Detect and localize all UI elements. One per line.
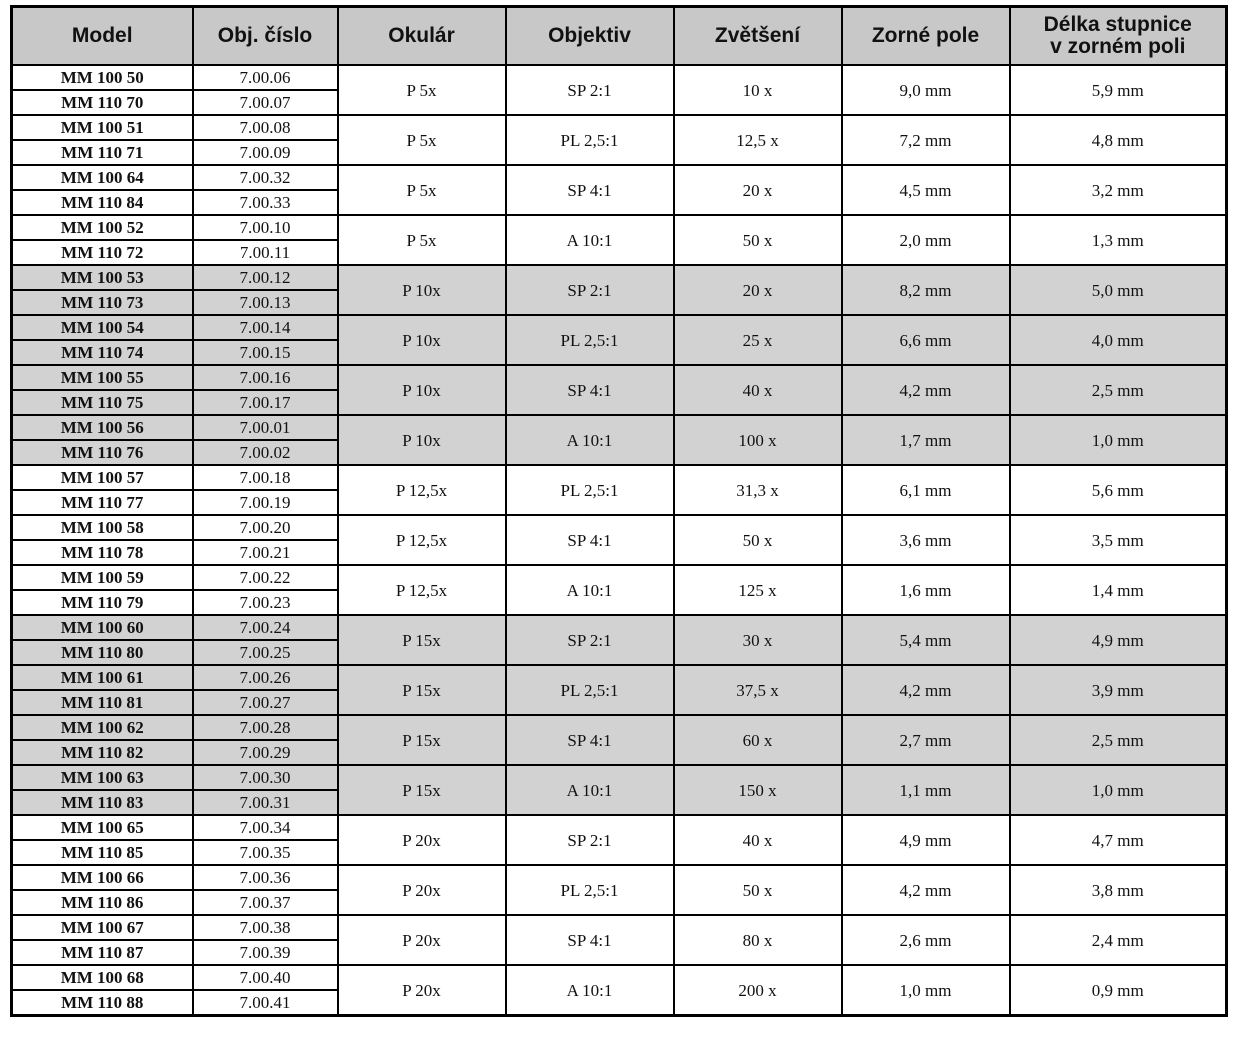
delka-stupnice-cell: 2,5 mm [1010,365,1227,415]
obj-cislo-cell: 7.00.31 [193,790,338,815]
okular-cell: P 15x [338,765,506,815]
obj-cislo-cell: 7.00.08 [193,115,338,140]
zvetseni-cell: 80 x [674,915,842,965]
model-cell: MM 100 60 [12,615,193,640]
model-cell: MM 100 57 [12,465,193,490]
okular-cell: P 10x [338,315,506,365]
table-row [12,515,1227,540]
header-zvetseni: Zvětšení [674,7,842,66]
okular-cell: P 20x [338,915,506,965]
zvetseni-cell: 50 x [674,865,842,915]
model-cell: MM 100 52 [12,215,193,240]
objektiv-cell: SP 4:1 [506,365,674,415]
zvetseni-cell: 50 x [674,215,842,265]
okular-cell: P 10x [338,365,506,415]
obj-cislo-cell: 7.00.35 [193,840,338,865]
table-body [12,65,1227,1016]
obj-cislo-cell: 7.00.34 [193,815,338,840]
delka-stupnice-cell: 3,9 mm [1010,665,1227,715]
obj-cislo-cell: 7.00.13 [193,290,338,315]
header-obj-cislo: Obj. číslo [193,7,338,66]
okular-cell: P 5x [338,165,506,215]
obj-cislo-cell: 7.00.14 [193,315,338,340]
model-cell: MM 100 65 [12,815,193,840]
zvetseni-cell: 20 x [674,165,842,215]
okular-cell: P 12,5x [338,465,506,515]
obj-cislo-cell: 7.00.36 [193,865,338,890]
zorne-pole-cell: 4,2 mm [842,865,1010,915]
table-row [12,615,1227,640]
objektiv-cell: SP 2:1 [506,615,674,665]
model-cell: MM 100 56 [12,415,193,440]
okular-cell: P 20x [338,965,506,1016]
okular-cell: P 12,5x [338,565,506,615]
zorne-pole-cell: 1,0 mm [842,965,1010,1016]
header-row [12,7,1227,66]
model-cell: MM 110 79 [12,590,193,615]
zorne-pole-cell: 2,6 mm [842,915,1010,965]
objektiv-cell: A 10:1 [506,765,674,815]
obj-cislo-cell: 7.00.21 [193,540,338,565]
model-cell: MM 110 70 [12,90,193,115]
objektiv-cell: SP 4:1 [506,715,674,765]
zvetseni-cell: 40 x [674,365,842,415]
delka-stupnice-cell: 4,0 mm [1010,315,1227,365]
obj-cislo-cell: 7.00.32 [193,165,338,190]
header-model: Model [12,7,193,66]
okular-cell: P 15x [338,715,506,765]
obj-cislo-cell: 7.00.18 [193,465,338,490]
zvetseni-cell: 150 x [674,765,842,815]
delka-stupnice-cell: 3,5 mm [1010,515,1227,565]
model-cell: MM 110 77 [12,490,193,515]
objektiv-cell: PL 2,5:1 [506,115,674,165]
zorne-pole-cell: 5,4 mm [842,615,1010,665]
zvetseni-cell: 60 x [674,715,842,765]
model-cell: MM 100 55 [12,365,193,390]
table-row [12,765,1227,790]
obj-cislo-cell: 7.00.37 [193,890,338,915]
obj-cislo-cell: 7.00.06 [193,65,338,90]
zvetseni-cell: 20 x [674,265,842,315]
objektiv-cell: SP 4:1 [506,515,674,565]
okular-cell: P 5x [338,115,506,165]
zorne-pole-cell: 1,7 mm [842,415,1010,465]
objektiv-cell: PL 2,5:1 [506,315,674,365]
delka-stupnice-cell: 2,4 mm [1010,915,1227,965]
model-cell: MM 100 68 [12,965,193,990]
table-row [12,215,1227,240]
model-cell: MM 100 54 [12,315,193,340]
obj-cislo-cell: 7.00.24 [193,615,338,640]
obj-cislo-cell: 7.00.30 [193,765,338,790]
model-cell: MM 100 61 [12,665,193,690]
obj-cislo-cell: 7.00.02 [193,440,338,465]
model-cell: MM 100 53 [12,265,193,290]
table-row [12,815,1227,840]
zorne-pole-cell: 2,0 mm [842,215,1010,265]
header-delka-stupnice [1010,7,1227,66]
model-cell: MM 100 51 [12,115,193,140]
model-cell: MM 110 72 [12,240,193,265]
objektiv-cell: SP 2:1 [506,815,674,865]
model-cell: MM 100 66 [12,865,193,890]
delka-stupnice-cell: 3,2 mm [1010,165,1227,215]
obj-cislo-cell: 7.00.28 [193,715,338,740]
model-cell: MM 110 81 [12,690,193,715]
zvetseni-cell: 100 x [674,415,842,465]
objektiv-cell: A 10:1 [506,215,674,265]
obj-cislo-cell: 7.00.26 [193,665,338,690]
zvetseni-cell: 10 x [674,65,842,115]
model-cell: MM 100 63 [12,765,193,790]
header-delka-line1: Délka stupnice [1043,13,1192,36]
okular-cell: P 5x [338,215,506,265]
table-row [12,715,1227,740]
delka-stupnice-cell: 5,6 mm [1010,465,1227,515]
objektiv-cell: SP 2:1 [506,265,674,315]
model-cell: MM 110 78 [12,540,193,565]
objektiv-cell: PL 2,5:1 [506,865,674,915]
model-cell: MM 100 58 [12,515,193,540]
delka-stupnice-cell: 4,8 mm [1010,115,1227,165]
zorne-pole-cell: 4,2 mm [842,365,1010,415]
zorne-pole-cell: 2,7 mm [842,715,1010,765]
obj-cislo-cell: 7.00.17 [193,390,338,415]
table-row [12,565,1227,590]
obj-cislo-cell: 7.00.19 [193,490,338,515]
model-cell: MM 110 76 [12,440,193,465]
table-row [12,865,1227,890]
table-row [12,165,1227,190]
table-row [12,965,1227,990]
obj-cislo-cell: 7.00.25 [193,640,338,665]
zorne-pole-cell: 1,1 mm [842,765,1010,815]
zorne-pole-cell: 1,6 mm [842,565,1010,615]
zvetseni-cell: 31,3 x [674,465,842,515]
obj-cislo-cell: 7.00.33 [193,190,338,215]
zorne-pole-cell: 4,2 mm [842,665,1010,715]
table-row [12,665,1227,690]
zvetseni-cell: 30 x [674,615,842,665]
okular-cell: P 15x [338,615,506,665]
okular-cell: P 12,5x [338,515,506,565]
okular-cell: P 20x [338,865,506,915]
delka-stupnice-cell: 5,9 mm [1010,65,1227,115]
delka-stupnice-cell: 4,9 mm [1010,615,1227,665]
okular-cell: P 10x [338,415,506,465]
zorne-pole-cell: 6,6 mm [842,315,1010,365]
microscope-spec-table [10,5,1228,1017]
okular-cell: P 5x [338,65,506,115]
obj-cislo-cell: 7.00.20 [193,515,338,540]
header-delka-line2: v zorném poli [1050,35,1186,58]
model-cell: MM 100 59 [12,565,193,590]
model-cell: MM 110 84 [12,190,193,215]
model-cell: MM 110 74 [12,340,193,365]
zorne-pole-cell: 8,2 mm [842,265,1010,315]
obj-cislo-cell: 7.00.38 [193,915,338,940]
obj-cislo-cell: 7.00.29 [193,740,338,765]
model-cell: MM 110 88 [12,990,193,1016]
model-cell: MM 100 64 [12,165,193,190]
model-cell: MM 110 75 [12,390,193,415]
delka-stupnice-cell: 0,9 mm [1010,965,1227,1016]
model-cell: MM 110 85 [12,840,193,865]
model-cell: MM 110 83 [12,790,193,815]
table-row [12,65,1227,90]
delka-stupnice-cell: 3,8 mm [1010,865,1227,915]
model-cell: MM 110 73 [12,290,193,315]
obj-cislo-cell: 7.00.07 [193,90,338,115]
obj-cislo-cell: 7.00.41 [193,990,338,1016]
delka-stupnice-cell: 1,0 mm [1010,765,1227,815]
model-cell: MM 100 50 [12,65,193,90]
header-objektiv: Objektiv [506,7,674,66]
obj-cislo-cell: 7.00.39 [193,940,338,965]
zvetseni-cell: 200 x [674,965,842,1016]
obj-cislo-cell: 7.00.15 [193,340,338,365]
model-cell: MM 110 82 [12,740,193,765]
table-row [12,115,1227,140]
obj-cislo-cell: 7.00.40 [193,965,338,990]
objektiv-cell: SP 2:1 [506,65,674,115]
delka-stupnice-cell: 1,0 mm [1010,415,1227,465]
zvetseni-cell: 12,5 x [674,115,842,165]
obj-cislo-cell: 7.00.16 [193,365,338,390]
table-row [12,365,1227,390]
table-row [12,315,1227,340]
obj-cislo-cell: 7.00.01 [193,415,338,440]
obj-cislo-cell: 7.00.12 [193,265,338,290]
model-cell: MM 110 87 [12,940,193,965]
delka-stupnice-cell: 2,5 mm [1010,715,1227,765]
zvetseni-cell: 25 x [674,315,842,365]
delka-stupnice-cell: 5,0 mm [1010,265,1227,315]
obj-cislo-cell: 7.00.09 [193,140,338,165]
table-row [12,465,1227,490]
zorne-pole-cell: 4,5 mm [842,165,1010,215]
objektiv-cell: PL 2,5:1 [506,665,674,715]
model-cell: MM 110 80 [12,640,193,665]
objektiv-cell: SP 4:1 [506,165,674,215]
header-zorne-pole: Zorné pole [842,7,1010,66]
table-row [12,415,1227,440]
obj-cislo-cell: 7.00.10 [193,215,338,240]
okular-cell: P 10x [338,265,506,315]
delka-stupnice-cell: 1,3 mm [1010,215,1227,265]
objektiv-cell: SP 4:1 [506,915,674,965]
okular-cell: P 20x [338,815,506,865]
model-cell: MM 110 86 [12,890,193,915]
table-row [12,915,1227,940]
zorne-pole-cell: 3,6 mm [842,515,1010,565]
header-okular: Okulár [338,7,506,66]
zorne-pole-cell: 6,1 mm [842,465,1010,515]
obj-cislo-cell: 7.00.27 [193,690,338,715]
objektiv-cell: PL 2,5:1 [506,465,674,515]
zorne-pole-cell: 9,0 mm [842,65,1010,115]
delka-stupnice-cell: 4,7 mm [1010,815,1227,865]
delka-stupnice-cell: 1,4 mm [1010,565,1227,615]
zvetseni-cell: 125 x [674,565,842,615]
model-cell: MM 100 67 [12,915,193,940]
objektiv-cell: A 10:1 [506,565,674,615]
okular-cell: P 15x [338,665,506,715]
zvetseni-cell: 50 x [674,515,842,565]
zorne-pole-cell: 7,2 mm [842,115,1010,165]
objektiv-cell: A 10:1 [506,965,674,1016]
model-cell: MM 100 62 [12,715,193,740]
obj-cislo-cell: 7.00.11 [193,240,338,265]
zorne-pole-cell: 4,9 mm [842,815,1010,865]
objektiv-cell: A 10:1 [506,415,674,465]
obj-cislo-cell: 7.00.23 [193,590,338,615]
table-row [12,265,1227,290]
model-cell: MM 110 71 [12,140,193,165]
zvetseni-cell: 37,5 x [674,665,842,715]
zvetseni-cell: 40 x [674,815,842,865]
obj-cislo-cell: 7.00.22 [193,565,338,590]
